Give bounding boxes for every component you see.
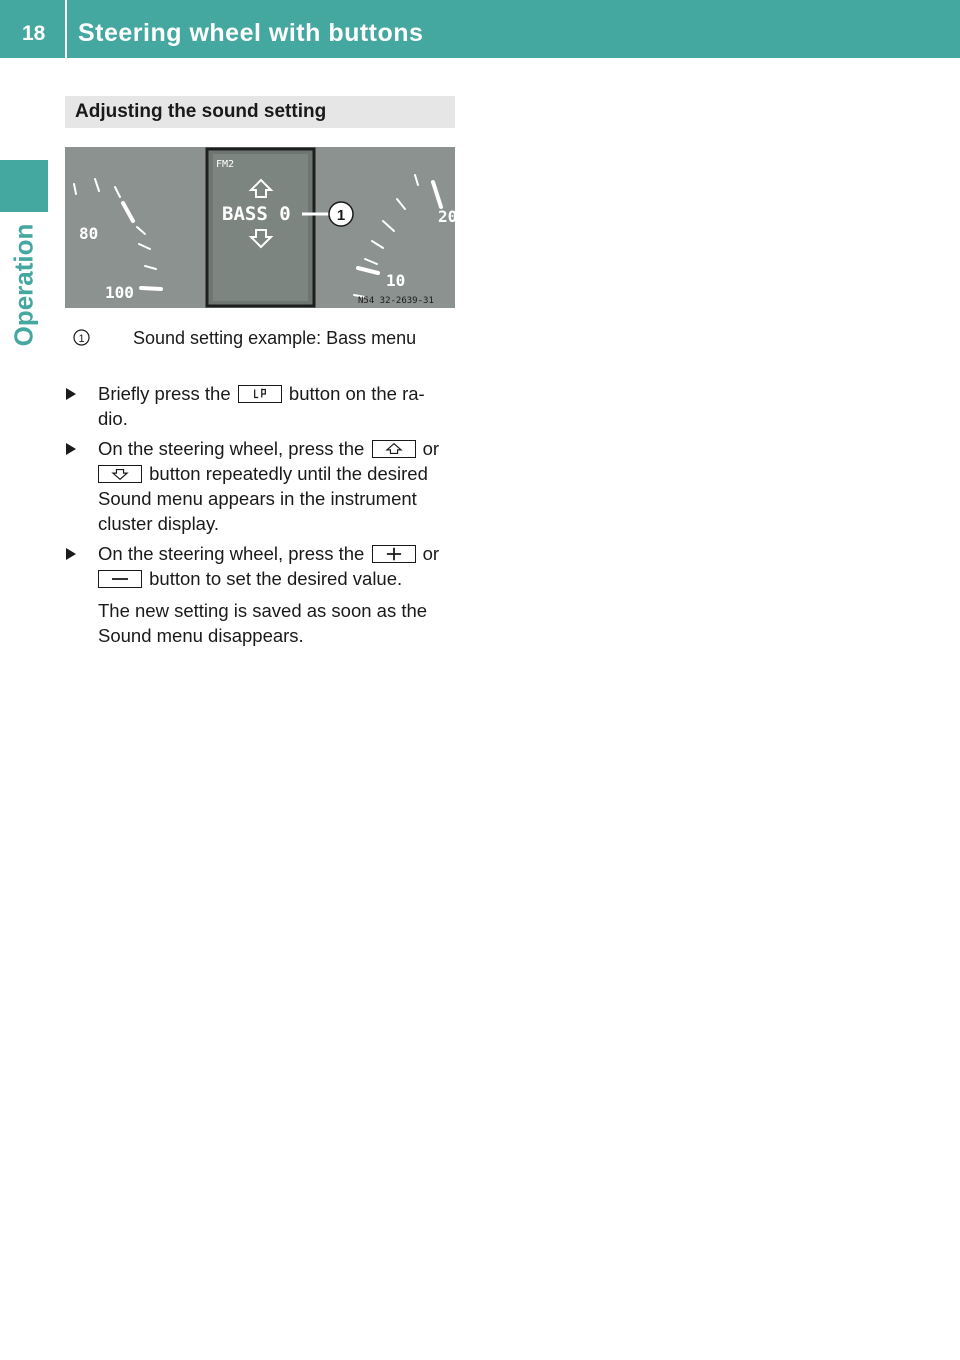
instrument-cluster-figure bbox=[65, 147, 458, 308]
header-separator bbox=[65, 0, 67, 58]
result-note: The new setting is saved as soon as the Sound menu disappears. bbox=[98, 600, 428, 646]
bullet-triangle-icon bbox=[66, 388, 76, 400]
side-tab-marker bbox=[0, 160, 48, 212]
subsection-heading-box bbox=[65, 96, 455, 128]
plus-button-icon bbox=[372, 545, 416, 563]
gauge-label-10: 10 bbox=[386, 271, 406, 290]
down-arrow-button-icon bbox=[98, 465, 142, 483]
step-3-post: button to set the desired value. bbox=[149, 568, 403, 589]
gauge-label-100: 100 bbox=[105, 283, 134, 302]
display-band-label: FM2 bbox=[216, 159, 235, 170]
display-bass-text: BASS 0 bbox=[222, 203, 291, 225]
up-arrow-button-icon bbox=[372, 440, 416, 458]
step-3-pre: On the steering wheel, press the bbox=[98, 543, 365, 564]
step-2-or: or bbox=[422, 438, 440, 459]
step-3-or: or bbox=[422, 543, 440, 564]
figure-reference-code: N54 32-2639-31 bbox=[358, 296, 434, 306]
gauge-label-20: 20 bbox=[438, 207, 458, 226]
header-bar bbox=[0, 0, 960, 58]
side-tab-label: Operation bbox=[8, 223, 39, 347]
sound-button-icon bbox=[238, 385, 282, 403]
figure-callout-number: 1 bbox=[336, 207, 346, 224]
step-2-pre: On the steering wheel, press the bbox=[98, 438, 365, 459]
step-1-post: button on the ra- bbox=[288, 383, 425, 404]
subsection-heading: Adjusting the sound setting bbox=[75, 101, 327, 122]
bullet-triangle-icon bbox=[66, 443, 76, 455]
step-2-text bbox=[98, 436, 458, 536]
bullet-triangle-icon bbox=[66, 548, 76, 560]
step-1-line2: dio. bbox=[98, 408, 128, 429]
legend-number: 1 bbox=[78, 333, 85, 345]
step-1-pre: Briefly press the bbox=[98, 383, 231, 404]
step-2-post: button repeatedly until the desired Sound menu appears in the instrument cluster display. bbox=[98, 463, 428, 534]
page-number: 18 bbox=[22, 22, 46, 45]
minus-button-icon bbox=[98, 570, 142, 588]
section-title: Steering wheel with buttons bbox=[78, 19, 424, 47]
gauge-label-80: 80 bbox=[79, 224, 99, 243]
legend-text: Sound setting example: Bass menu bbox=[133, 328, 417, 348]
step-3-text bbox=[98, 541, 458, 591]
legend-number-icon bbox=[73, 329, 90, 346]
step-1-text bbox=[98, 381, 458, 431]
